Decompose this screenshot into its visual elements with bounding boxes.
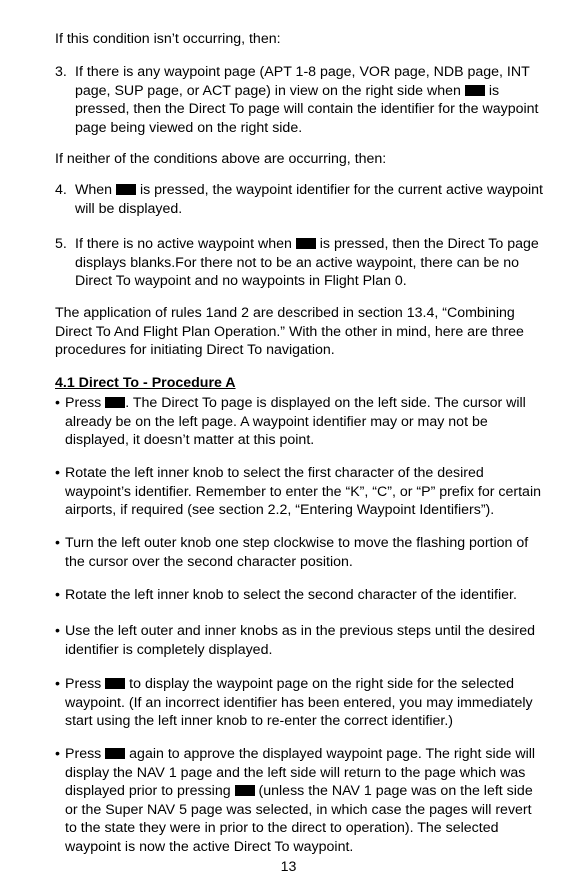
bullet-5: • — [55, 623, 60, 639]
direct-to-key-icon — [105, 397, 125, 408]
step-2-text: Rotate the left inner knob to select the first character of the desired waypoint’s identifier. Remember to enter the “K”, “C”, or “P” prefix for certain airports, if required (see section 2.2, “Entering Waypoint Identifiers”). — [65, 465, 541, 518]
rule-5-text: If there is no active waypoint when is pressed, then the Direct To page displays blanks.For there not to be an active waypoint, there can be no Direct To waypoint and no waypoints in Flight Plan 0. — [75, 236, 539, 289]
step-3-text: Turn the left outer knob one step clockwise to move the flashing portion of the cursor over the second character position. — [65, 535, 529, 570]
rule-3-text: If there is any waypoint page (APT 1-8 page, VOR page, NDB page, INT page, SUP page, or ACT page) in view on the right side when is pressed, then the Direct To page will contain the identifier for the waypoint page being viewed on the right side. — [75, 64, 539, 136]
step-5-text: Use the left outer and inner knobs as in the previous steps until the desired identifier is completely displayed. — [65, 623, 536, 658]
direct-to-key-icon — [465, 85, 485, 96]
bullet-1: • — [55, 395, 60, 411]
intro-text: If this condition isn’t occurring, then: — [55, 31, 281, 47]
enter-key-icon — [105, 748, 125, 759]
step-6-text: Press to display the waypoint page on the right side for the selected waypoint. (If an incorrect identifier has been entered, you may immediately start using the left inner knob to re-enter the correct identifier.) — [65, 676, 533, 729]
neither-text: If neither of the conditions above are occurring, then: — [55, 151, 387, 167]
section-heading: 4.1 Direct To - Procedure A — [55, 375, 236, 391]
direct-to-key-icon — [235, 785, 255, 796]
direct-to-key-icon — [116, 184, 136, 195]
step-1-text: Press . The Direct To page is displayed on the left side. The cursor will already be on the left page. A waypoint identifier may or may not be displayed, it doesn’t matter at this point. — [65, 395, 526, 448]
rule-3-number: 3. — [55, 64, 67, 80]
bullet-7: • — [55, 746, 60, 762]
bullet-6: • — [55, 676, 60, 692]
step-7-text: Press again to approve the displayed waypoint page. The right side will display the NAV 1 page and the left side will return to the page which was displayed prior to pressing (unless the NAV 1 page was on the left side or the Super NAV 5 page was selected, in which case the pages will revert to the state they were in prior to the direct to operation). The selected waypoint is now the active Direct To waypoint. — [65, 746, 536, 855]
enter-key-icon — [105, 678, 125, 689]
bullet-3: • — [55, 535, 60, 551]
bullet-2: • — [55, 465, 60, 481]
application-paragraph: The application of rules 1and 2 are described in section 13.4, “Combining Direct To And Flight Plan Operation.” With the other in mind, here are three procedures for initiating Direct To navigation. — [55, 305, 524, 358]
rule-4-text: When is pressed, the waypoint identifier for the current active waypoint will be displayed. — [75, 182, 543, 217]
rule-4-number: 4. — [55, 182, 67, 198]
page-number: 13 — [280, 859, 297, 875]
bullet-4: • — [55, 587, 60, 603]
step-4-text: Rotate the left inner knob to select the second character of the identifier. — [65, 587, 517, 603]
rule-5-number: 5. — [55, 236, 67, 252]
direct-to-key-icon — [296, 238, 316, 249]
